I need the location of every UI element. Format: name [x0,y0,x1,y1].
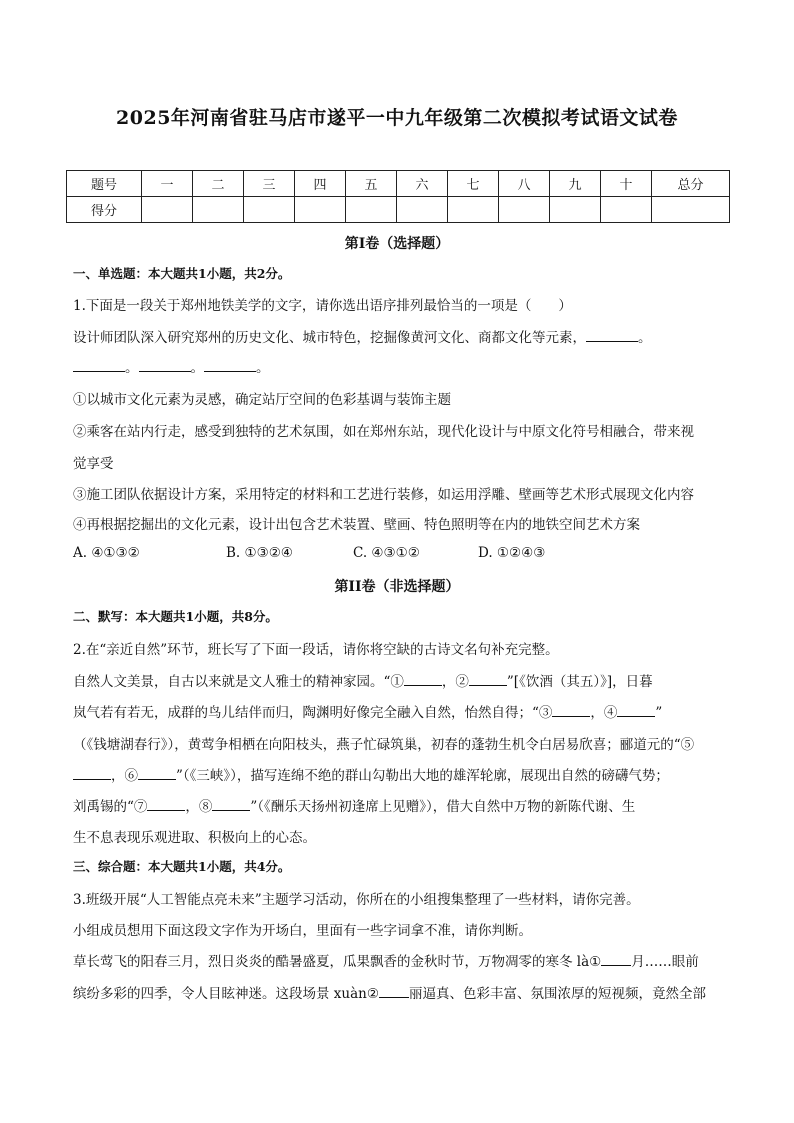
q2-text: ，⑥ [111,768,138,784]
q1-passage-line1 [73,326,733,346]
q2-text: ”[《饮酒（其五）》]，日暮 [506,674,653,690]
score-cell[interactable] [244,197,295,223]
score-cell[interactable] [499,197,550,223]
q1-blank[interactable] [204,357,256,372]
q2-blank-5[interactable] [73,765,111,780]
section2-heading: 二、默写：本大题共1小题，共8分。 [73,609,278,624]
header-cell: 十 [601,171,652,197]
q1-option-d[interactable]: D. ①②④③ [478,545,546,561]
q1-option-b[interactable]: B. ①③②④ [226,545,293,561]
q2-line1 [73,670,733,690]
q1-sentence-1: ①以城市文化元素为灵感，确定站厅空间的色彩基调与装饰主题 [73,392,451,408]
q3-line2 [73,950,733,970]
q2-line5 [73,795,733,815]
q3-text: 丽逼真、色彩丰富、氛围浓厚的短视频，竟然全部 [408,986,706,1002]
section3-heading: 三、综合题：本大题共1小题，共4分。 [73,859,291,874]
exam-title: 2025年河南省驻马店市遂平一中九年级第二次模拟考试语文试卷 [116,107,678,129]
q2-blank-7[interactable] [147,796,185,811]
q1-sentence-3: ③施工团队依据设计方案，采用特定的材料和工艺进行装修，如运用浮雕、壁画等艺术形式展现文化内容 [73,487,694,503]
q1-punct: 。 [125,360,139,376]
part1-title: 第I卷（选择题） [344,236,450,252]
q3-line3 [73,982,733,1002]
q2-text: ，② [441,674,469,690]
q2-blank-8[interactable] [212,796,250,811]
q3-blank-2[interactable] [379,983,409,998]
header-cell: 题号 [67,171,142,197]
header-cell: 一 [142,171,193,197]
q3-text: 草长莺飞的阳春三月，烈日炎炎的酷暑盛夏，瓜果飘香的金秋时节，万物凋零的寒冬 là① [73,954,602,970]
q2-blank-1[interactable] [404,671,442,686]
q2-text: 刘禹锡的“⑦ [73,799,148,815]
header-cell: 四 [295,171,346,197]
score-cell[interactable] [448,197,499,223]
q2-line6: 生不息表现乐观进取、积极向上的心态。 [73,830,316,846]
q1-option-c[interactable]: C. ④③①② [353,545,420,561]
q2-text: ，⑧ [185,799,213,815]
q2-text: ，④ [590,705,618,721]
score-cell[interactable] [601,197,652,223]
header-cell: 九 [550,171,601,197]
q2-stem: 2.在“亲近自然”环节，班长写了下面一段话，请你将空缺的古诗文名句补充完整。 [73,642,559,658]
q1-sentence-2a: ②乘客在站内行走，感受到独特的艺术氛围，如在郑州东站，现代化设计与中原文化符号相融合，带来视 [73,424,694,440]
header-cell: 二 [193,171,244,197]
section1-heading: 一、单选题：本大题共1小题，共2分。 [73,266,291,281]
header-cell: 总分 [652,171,730,197]
q1-punct: 。 [638,330,652,346]
header-cell: 三 [244,171,295,197]
q1-option-a[interactable]: A. ④①③② [73,545,140,561]
q2-text: 自然人文美景，自古以来就是文人雅士的精神家园。“① [73,674,404,690]
score-cell[interactable] [193,197,244,223]
q2-text: ” [655,705,663,721]
q2-line4 [73,764,733,784]
q3-stem: 3.班级开展“人工智能点亮未来”主题学习活动，你所在的小组搜集整理了一些材料，请你完善。 [73,892,640,908]
header-cell: 六 [397,171,448,197]
row-label-cell: 得分 [67,197,142,223]
score-table [66,170,730,223]
score-cell[interactable] [346,197,397,223]
score-cell[interactable] [295,197,346,223]
q1-blank[interactable] [586,327,638,342]
q3-blank-1[interactable] [601,951,631,966]
q1-stem: 1.下面是一段关于郑州地铁美学的文字，请你选出语序排列最恰当的一项是（ ） [73,298,572,314]
q1-blank[interactable] [139,357,191,372]
score-table-header-row [67,171,730,197]
score-cell[interactable] [397,197,448,223]
header-cell: 七 [448,171,499,197]
q1-sentence-2b: 觉享受 [73,456,114,472]
q1-passage-line2 [73,356,733,376]
q2-text: 岚气若有若无，成群的鸟儿结伴而归，陶渊明好像完全融入自然，怡然自得；“③ [73,705,553,721]
q2-blank-3[interactable] [552,702,590,717]
q2-text: ”（《三峡》），描写连绵不绝的群山勾勒出大地的雄浑轮廓，展现出自然的磅礴气势； [176,768,669,784]
q3-text: 缤纷多彩的四季，令人目眩神迷。这段场景 xuàn② [73,986,379,1002]
q1-passage-text: 设计师团队深入研究郑州的历史文化、城市特色，挖掘像黄河文化、商都文化等元素， [73,330,586,346]
q2-text: ”（《酬乐天扬州初逢席上见赠》），借大自然中万物的新陈代谢、生 [250,799,636,815]
q1-sentence-4: ④再根据挖掘出的文化元素，设计出包含艺术装置、壁画、特色照明等在内的地铁空间艺术方案 [73,517,640,533]
q2-line3: （《钱塘湖春行》），黄莺争相栖在向阳枝头，燕子忙碌筑巢，初春的蓬勃生机令白居易欣喜；郦道元的“⑤ [73,737,695,753]
score-table-score-row [67,197,730,223]
q2-blank-2[interactable] [469,671,507,686]
q2-line2 [73,701,733,721]
part2-title: 第II卷（非选择题） [334,579,460,595]
score-cell[interactable] [550,197,601,223]
q3-text: 月……眼前 [631,954,699,970]
q3-line1: 小组成员想用下面这段文字作为开场白，里面有一些字词拿不准，请你判断。 [73,923,532,939]
q2-blank-4[interactable] [617,702,655,717]
score-cell[interactable] [142,197,193,223]
header-cell: 五 [346,171,397,197]
score-cell[interactable] [652,197,730,223]
q1-punct: 。 [190,360,204,376]
q2-blank-6[interactable] [138,765,176,780]
q1-punct: 。 [256,360,270,376]
q1-blank[interactable] [73,357,125,372]
header-cell: 八 [499,171,550,197]
